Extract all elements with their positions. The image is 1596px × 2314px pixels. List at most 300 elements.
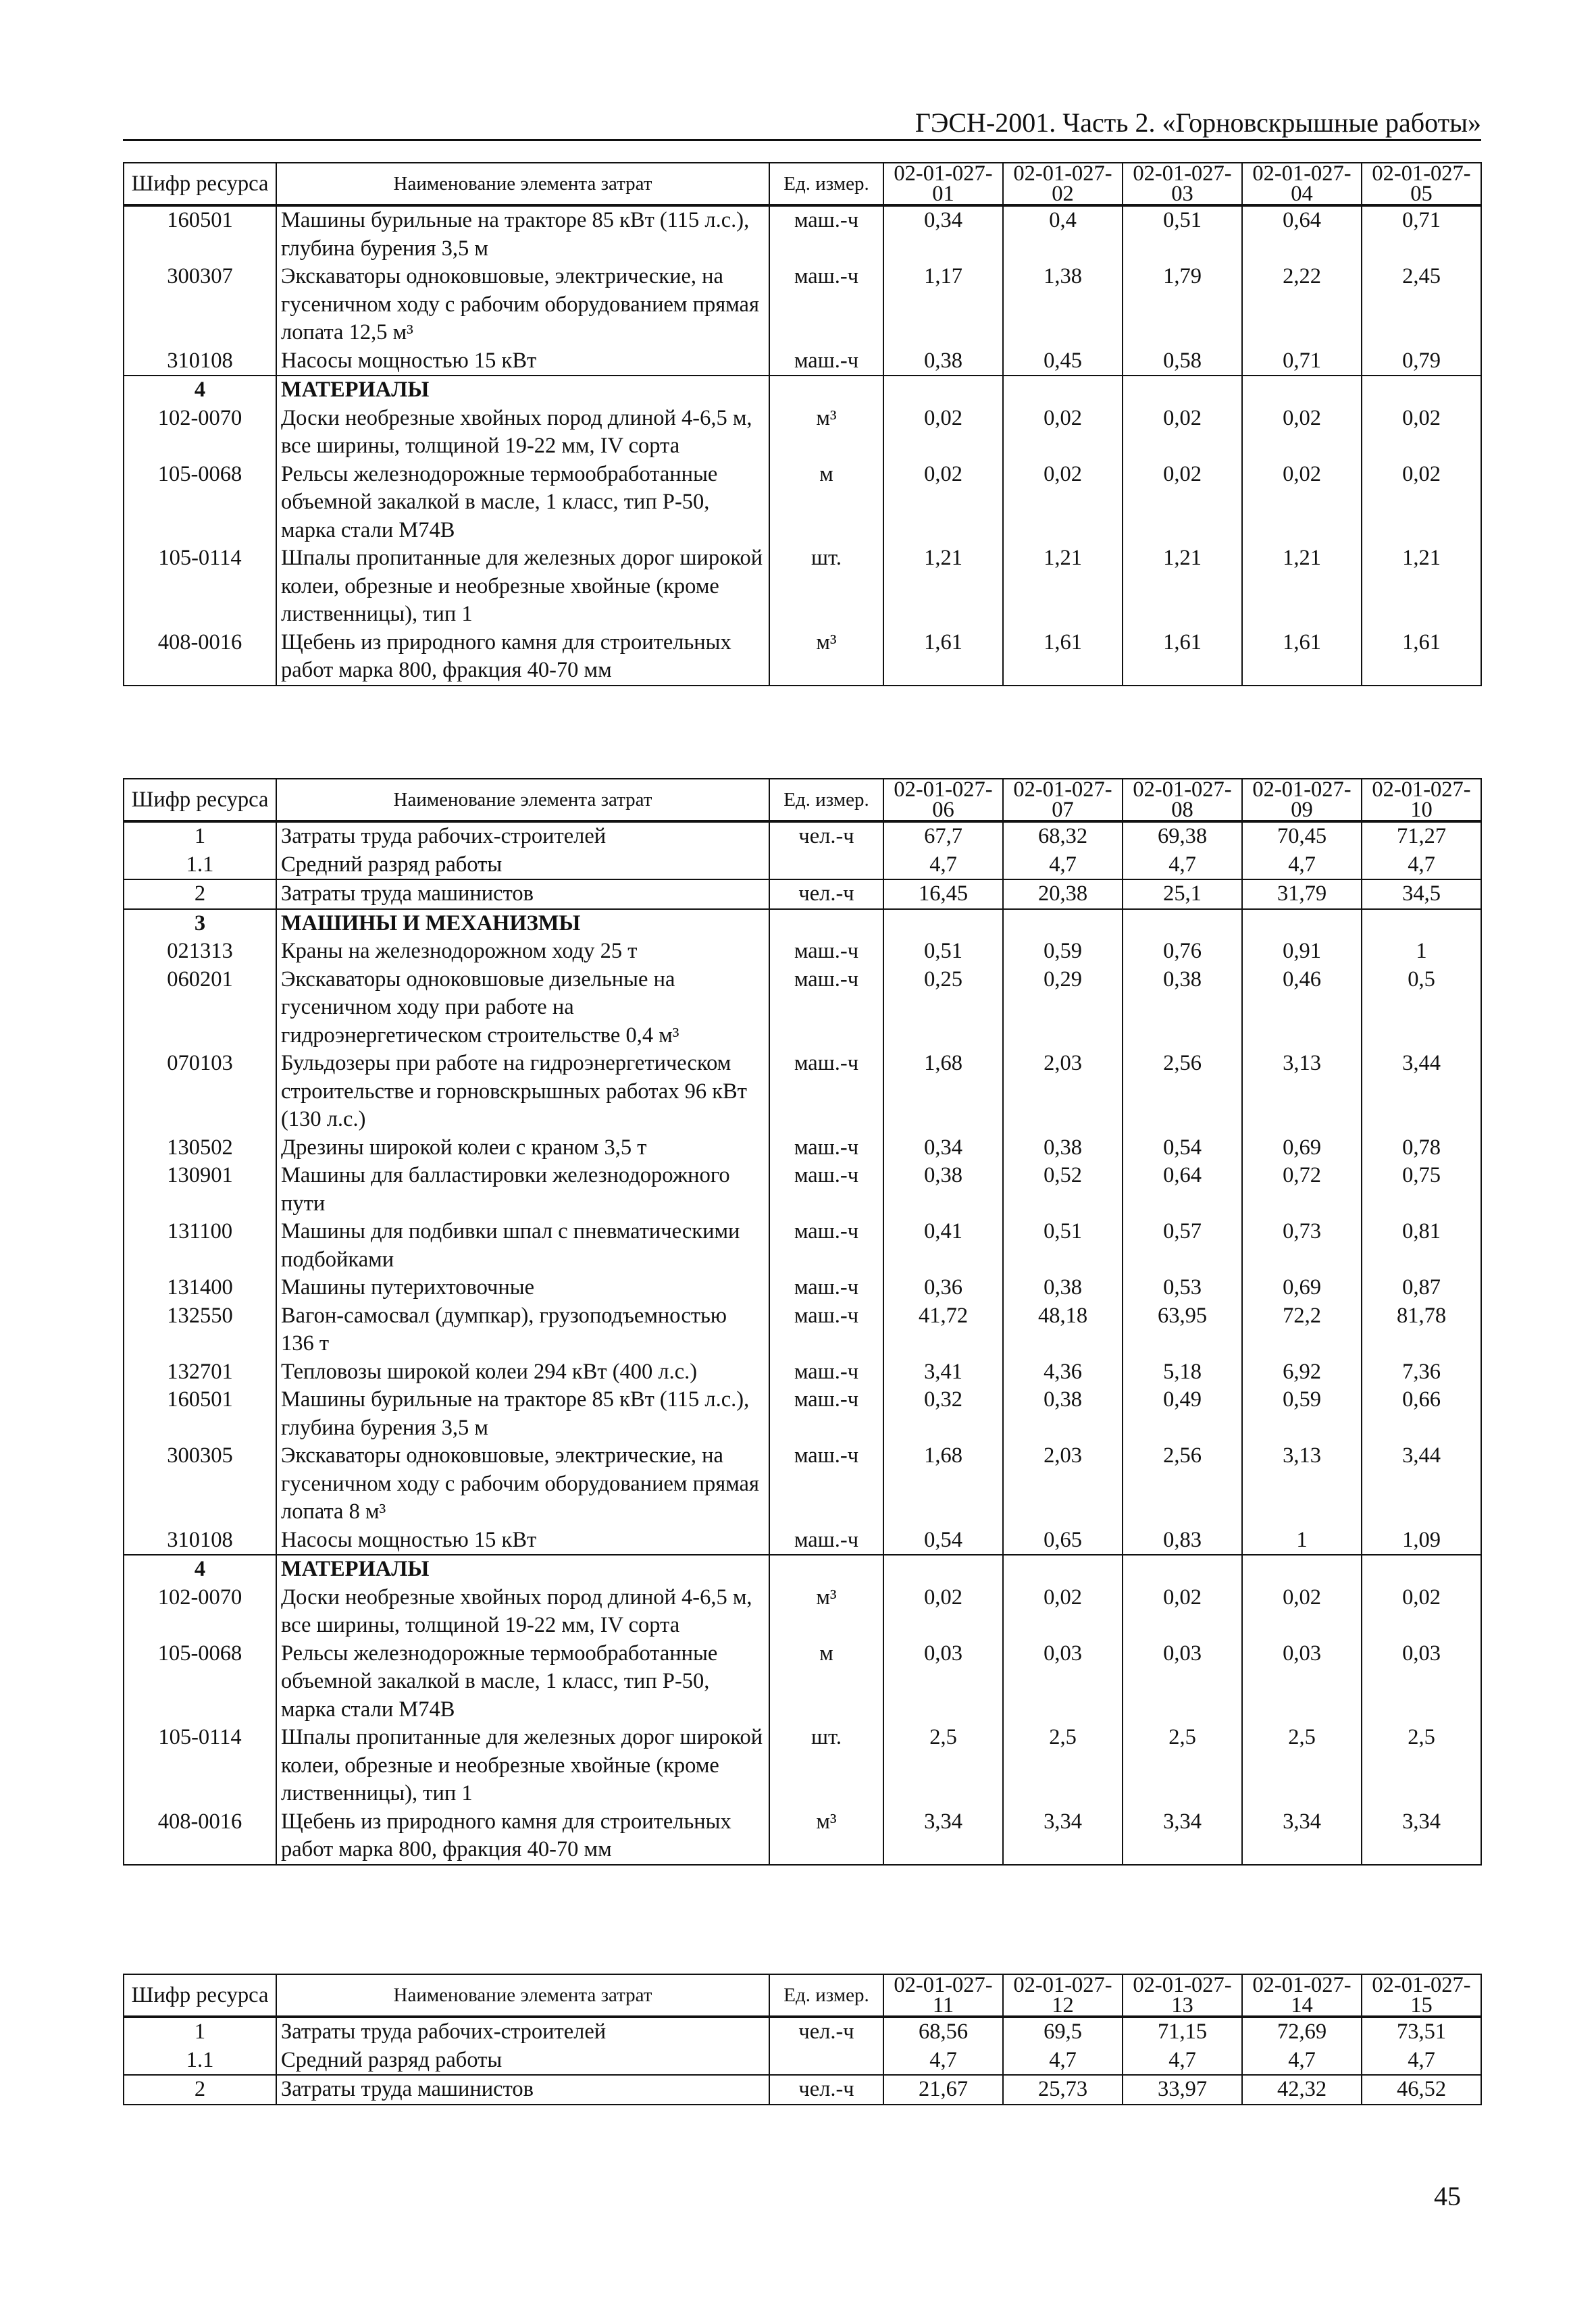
value-cell: 0,32 xyxy=(883,1386,1003,1442)
value-cell xyxy=(1362,909,1481,938)
value-cell: 2,45 xyxy=(1362,263,1481,347)
value-cell: 0,38 xyxy=(883,347,1003,376)
value-cell: 42,32 xyxy=(1242,2075,1362,2105)
table-row xyxy=(124,347,1481,376)
table-header-row xyxy=(124,779,1481,821)
value-cell: 72,2 xyxy=(1242,1302,1362,1358)
value-cell: 0,46 xyxy=(1242,966,1362,1050)
unit-cell: маш.-ч xyxy=(769,1274,883,1302)
resource-name: Краны на железнодорожном ходу 25 т xyxy=(276,937,769,966)
table-row xyxy=(124,909,1481,938)
table-row xyxy=(124,1584,1481,1640)
value-cell xyxy=(883,909,1003,938)
header-norm-code: 02-01-027- 03 xyxy=(1123,163,1242,205)
value-cell: 0,71 xyxy=(1242,347,1362,376)
table-row xyxy=(124,966,1481,1050)
table-row xyxy=(124,1442,1481,1526)
value-cell: 4,7 xyxy=(1242,2047,1362,2076)
value-cell: 3,44 xyxy=(1362,1050,1481,1134)
header-norm-code: 02-01-027- 13 xyxy=(1123,1974,1242,2017)
value-cell xyxy=(1362,1555,1481,1584)
value-cell: 0,64 xyxy=(1242,205,1362,263)
value-cell: 0,41 xyxy=(883,1218,1003,1274)
resource-name: МАТЕРИАЛЫ xyxy=(276,1555,769,1584)
value-cell: 0,87 xyxy=(1362,1274,1481,1302)
value-cell: 0,02 xyxy=(1003,1584,1123,1640)
resource-name: Машины для балластировки железнодорожного пути xyxy=(276,1162,769,1218)
value-cell xyxy=(1242,1555,1362,1584)
resource-name: Машины путерихтовочные xyxy=(276,1274,769,1302)
table-row xyxy=(124,879,1481,909)
unit-cell xyxy=(769,376,883,405)
resource-name: Рельсы железнодорожные термообработанные объемной закалкой в масле, 1 класс, тип Р-50, марка стали М74В xyxy=(276,461,769,545)
resource-code: 021313 xyxy=(124,937,276,966)
value-cell: 4,7 xyxy=(883,851,1003,880)
value-cell: 3,41 xyxy=(883,1358,1003,1387)
value-cell: 46,52 xyxy=(1362,2075,1481,2105)
header-norm-code: 02-01-027- 09 xyxy=(1242,779,1362,821)
resource-name: Дрезины широкой колеи с краном 3,5 т xyxy=(276,1134,769,1162)
table-row xyxy=(124,205,1481,263)
value-cell: 1,21 xyxy=(1362,544,1481,629)
header-unit: Ед. измер. xyxy=(769,779,883,821)
value-cell: 0,38 xyxy=(883,1162,1003,1218)
value-cell: 1,68 xyxy=(883,1442,1003,1526)
value-cell: 0,83 xyxy=(1123,1526,1242,1555)
value-cell: 0,81 xyxy=(1362,1218,1481,1274)
resource-code: 3 xyxy=(124,909,276,938)
value-cell: 3,44 xyxy=(1362,1442,1481,1526)
unit-cell: маш.-ч xyxy=(769,1442,883,1526)
value-cell: 2,03 xyxy=(1003,1050,1123,1134)
table-row xyxy=(124,629,1481,686)
value-cell xyxy=(1003,909,1123,938)
header-code: Шифр ресурса xyxy=(124,163,276,205)
value-cell: 0,03 xyxy=(1362,1640,1481,1724)
value-cell: 0,02 xyxy=(1362,405,1481,461)
table-row xyxy=(124,1274,1481,1302)
resource-name: МАТЕРИАЛЫ xyxy=(276,376,769,405)
value-cell: 0,38 xyxy=(1003,1386,1123,1442)
header-rule xyxy=(123,139,1481,141)
value-cell: 0,78 xyxy=(1362,1134,1481,1162)
value-cell: 0,02 xyxy=(1003,461,1123,545)
value-cell: 0,38 xyxy=(1003,1134,1123,1162)
header-norm-code: 02-01-027- 10 xyxy=(1362,779,1481,821)
table-row xyxy=(124,821,1481,851)
value-cell: 0,76 xyxy=(1123,937,1242,966)
resource-name: Бульдозеры при работе на гидроэнергетическом строительстве и горновскрышных работах 96 кВт (130 л.с.) xyxy=(276,1050,769,1134)
resource-name: Средний разряд работы xyxy=(276,851,769,880)
value-cell: 0,02 xyxy=(1242,405,1362,461)
resource-code: 105-0114 xyxy=(124,1724,276,1808)
resource-code: 130502 xyxy=(124,1134,276,1162)
value-cell: 68,56 xyxy=(883,2017,1003,2047)
resource-code: 130901 xyxy=(124,1162,276,1218)
value-cell: 1,21 xyxy=(1003,544,1123,629)
value-cell: 2,5 xyxy=(1362,1724,1481,1808)
resource-code: 131400 xyxy=(124,1274,276,1302)
unit-cell: чел.-ч xyxy=(769,2017,883,2047)
value-cell: 0,75 xyxy=(1362,1162,1481,1218)
value-cell: 34,5 xyxy=(1362,879,1481,909)
value-cell: 0,36 xyxy=(883,1274,1003,1302)
unit-cell: м³ xyxy=(769,1584,883,1640)
table-row xyxy=(124,851,1481,880)
resource-name: Затраты труда рабочих-строителей xyxy=(276,821,769,851)
resource-code: 4 xyxy=(124,1555,276,1584)
table-row xyxy=(124,1640,1481,1724)
unit-cell: маш.-ч xyxy=(769,1218,883,1274)
value-cell: 1,68 xyxy=(883,1050,1003,1134)
resource-code: 1.1 xyxy=(124,851,276,880)
value-cell: 0,38 xyxy=(1123,966,1242,1050)
table-row xyxy=(124,376,1481,405)
value-cell: 1,61 xyxy=(1242,629,1362,686)
resource-code: 310108 xyxy=(124,1526,276,1555)
page-number: 45 xyxy=(1434,2181,1461,2211)
resource-name: Затраты труда машинистов xyxy=(276,879,769,909)
unit-cell: маш.-ч xyxy=(769,937,883,966)
table-row xyxy=(124,1358,1481,1387)
unit-cell xyxy=(769,909,883,938)
value-cell: 0,02 xyxy=(1123,1584,1242,1640)
value-cell: 6,92 xyxy=(1242,1358,1362,1387)
value-cell: 7,36 xyxy=(1362,1358,1481,1387)
header-name: Наименование элемента затрат xyxy=(276,779,769,821)
value-cell: 3,34 xyxy=(1242,1808,1362,1865)
header-name: Наименование элемента затрат xyxy=(276,163,769,205)
unit-cell: м xyxy=(769,461,883,545)
resource-code: 132701 xyxy=(124,1358,276,1387)
value-cell: 0,54 xyxy=(1123,1134,1242,1162)
table-header-row xyxy=(124,163,1481,205)
unit-cell: шт. xyxy=(769,544,883,629)
header-norm-code: 02-01-027- 12 xyxy=(1003,1974,1123,2017)
value-cell: 71,27 xyxy=(1362,821,1481,851)
value-cell xyxy=(1123,376,1242,405)
value-cell xyxy=(1003,1555,1123,1584)
resource-code: 1 xyxy=(124,2017,276,2047)
header-norm-code: 02-01-027- 08 xyxy=(1123,779,1242,821)
value-cell: 2,5 xyxy=(1003,1724,1123,1808)
resource-name: Машины для подбивки шпал с пневматическими подбойками xyxy=(276,1218,769,1274)
value-cell: 0,34 xyxy=(883,1134,1003,1162)
resource-code: 132550 xyxy=(124,1302,276,1358)
header-norm-code: 02-01-027- 01 xyxy=(883,163,1003,205)
value-cell: 16,45 xyxy=(883,879,1003,909)
resource-code: 102-0070 xyxy=(124,1584,276,1640)
value-cell: 1,09 xyxy=(1362,1526,1481,1555)
unit-cell: маш.-ч xyxy=(769,1050,883,1134)
value-cell: 1,21 xyxy=(1123,544,1242,629)
resource-name: Шпалы пропитанные для железных дорог широкой колеи, обрезные и необрезные хвойные (кроме лиственницы), тип 1 xyxy=(276,1724,769,1808)
value-cell: 0,38 xyxy=(1003,1274,1123,1302)
resource-code: 2 xyxy=(124,879,276,909)
unit-cell: маш.-ч xyxy=(769,1302,883,1358)
resource-name: Шпалы пропитанные для железных дорог широкой колеи, обрезные и необрезные хвойные (кроме лиственницы), тип 1 xyxy=(276,544,769,629)
table-row xyxy=(124,1526,1481,1555)
value-cell: 4,7 xyxy=(1362,851,1481,880)
value-cell: 1,61 xyxy=(1123,629,1242,686)
resource-name: Рельсы железнодорожные термообработанные объемной закалкой в масле, 1 класс, тип Р-50, марка стали М74В xyxy=(276,1640,769,1724)
header-unit: Ед. измер. xyxy=(769,1974,883,2017)
value-cell: 0,45 xyxy=(1003,347,1123,376)
resource-name: Насосы мощностью 15 кВт xyxy=(276,347,769,376)
unit-cell xyxy=(769,851,883,880)
value-cell xyxy=(1123,909,1242,938)
value-cell: 0,03 xyxy=(883,1640,1003,1724)
value-cell xyxy=(883,376,1003,405)
value-cell: 4,7 xyxy=(883,2047,1003,2076)
table-row xyxy=(124,1134,1481,1162)
unit-cell xyxy=(769,1555,883,1584)
value-cell xyxy=(1242,376,1362,405)
value-cell: 0,02 xyxy=(883,405,1003,461)
resource-table xyxy=(123,778,1482,1866)
unit-cell: маш.-ч xyxy=(769,347,883,376)
value-cell: 0,02 xyxy=(1123,405,1242,461)
resource-name: Доски необрезные хвойных пород длиной 4-6,5 м, все ширины, толщиной 19-22 мм, IV сорта xyxy=(276,1584,769,1640)
value-cell: 81,78 xyxy=(1362,1302,1481,1358)
value-cell: 1,61 xyxy=(1362,629,1481,686)
value-cell: 0,69 xyxy=(1242,1274,1362,1302)
resource-code: 408-0016 xyxy=(124,1808,276,1865)
value-cell xyxy=(1242,909,1362,938)
resource-name: Машины бурильные на тракторе 85 кВт (115 л.с.), глубина бурения 3,5 м xyxy=(276,205,769,263)
value-cell: 5,18 xyxy=(1123,1358,1242,1387)
resource-code: 300307 xyxy=(124,263,276,347)
value-cell: 4,7 xyxy=(1362,2047,1481,2076)
value-cell: 67,7 xyxy=(883,821,1003,851)
resource-table xyxy=(123,162,1482,686)
table-row xyxy=(124,1302,1481,1358)
unit-cell: маш.-ч xyxy=(769,1358,883,1387)
resource-name: Щебень из природного камня для строительных работ марка 800, фракция 40-70 мм xyxy=(276,629,769,686)
table-row xyxy=(124,2017,1481,2047)
header-unit: Ед. измер. xyxy=(769,163,883,205)
value-cell: 69,5 xyxy=(1003,2017,1123,2047)
value-cell: 4,7 xyxy=(1242,851,1362,880)
header-name: Наименование элемента затрат xyxy=(276,1974,769,2017)
table-row xyxy=(124,1555,1481,1584)
value-cell: 0,51 xyxy=(883,937,1003,966)
unit-cell: чел.-ч xyxy=(769,821,883,851)
value-cell: 4,7 xyxy=(1003,2047,1123,2076)
table-row xyxy=(124,2075,1481,2105)
resource-name: Машины бурильные на тракторе 85 кВт (115 л.с.), глубина бурения 3,5 м xyxy=(276,1386,769,1442)
value-cell: 0,53 xyxy=(1123,1274,1242,1302)
value-cell: 0,66 xyxy=(1362,1386,1481,1442)
resource-code: 070103 xyxy=(124,1050,276,1134)
header-norm-code: 02-01-027- 02 xyxy=(1003,163,1123,205)
value-cell: 4,7 xyxy=(1123,2047,1242,2076)
value-cell xyxy=(1003,376,1123,405)
unit-cell: м³ xyxy=(769,629,883,686)
value-cell: 0,51 xyxy=(1003,1218,1123,1274)
resource-code: 300305 xyxy=(124,1442,276,1526)
value-cell: 73,51 xyxy=(1362,2017,1481,2047)
resource-name: Экскаваторы одноковшовые, электрические, на гусеничном ходу с рабочим оборудованием прямая лопата 8 м³ xyxy=(276,1442,769,1526)
value-cell: 0,29 xyxy=(1003,966,1123,1050)
table-row xyxy=(124,461,1481,545)
resource-code: 160501 xyxy=(124,205,276,263)
value-cell: 0,69 xyxy=(1242,1134,1362,1162)
resource-code: 1 xyxy=(124,821,276,851)
resource-name: Насосы мощностью 15 кВт xyxy=(276,1526,769,1555)
table-row xyxy=(124,1162,1481,1218)
value-cell: 0,72 xyxy=(1242,1162,1362,1218)
table-row xyxy=(124,1050,1481,1134)
value-cell: 0,02 xyxy=(1362,1584,1481,1640)
resource-code: 1.1 xyxy=(124,2047,276,2076)
unit-cell: маш.-ч xyxy=(769,205,883,263)
value-cell: 0,91 xyxy=(1242,937,1362,966)
value-cell: 41,72 xyxy=(883,1302,1003,1358)
value-cell: 2,5 xyxy=(1123,1724,1242,1808)
resource-code: 131100 xyxy=(124,1218,276,1274)
table-row xyxy=(124,1724,1481,1808)
value-cell: 0,02 xyxy=(883,461,1003,545)
value-cell: 0,25 xyxy=(883,966,1003,1050)
value-cell: 63,95 xyxy=(1123,1302,1242,1358)
value-cell: 1 xyxy=(1242,1526,1362,1555)
resource-name: Экскаваторы одноковшовые дизельные на гусеничном ходу при работе на гидроэнергетическом строительстве 0,4 м³ xyxy=(276,966,769,1050)
resource-table xyxy=(123,1974,1482,2105)
resource-code: 105-0068 xyxy=(124,461,276,545)
header-code: Шифр ресурса xyxy=(124,779,276,821)
value-cell: 3,13 xyxy=(1242,1442,1362,1526)
value-cell: 3,34 xyxy=(883,1808,1003,1865)
resource-name: Экскаваторы одноковшовые, электрические, на гусеничном ходу с рабочим оборудованием прямая лопата 12,5 м³ xyxy=(276,263,769,347)
table-row xyxy=(124,544,1481,629)
value-cell: 3,13 xyxy=(1242,1050,1362,1134)
table-row xyxy=(124,1386,1481,1442)
value-cell: 25,73 xyxy=(1003,2075,1123,2105)
value-cell: 0,57 xyxy=(1123,1218,1242,1274)
table-header-row xyxy=(124,1974,1481,2017)
resource-code: 2 xyxy=(124,2075,276,2105)
value-cell: 33,97 xyxy=(1123,2075,1242,2105)
value-cell: 0,02 xyxy=(1123,461,1242,545)
page-header: ГЭСН-2001. Часть 2. «Горновскрышные работы» xyxy=(915,107,1481,138)
value-cell xyxy=(1362,376,1481,405)
value-cell: 1,38 xyxy=(1003,263,1123,347)
resource-name: Щебень из природного камня для строительных работ марка 800, фракция 40-70 мм xyxy=(276,1808,769,1865)
value-cell: 2,22 xyxy=(1242,263,1362,347)
value-cell: 0,71 xyxy=(1362,205,1481,263)
value-cell: 0,64 xyxy=(1123,1162,1242,1218)
value-cell: 0,59 xyxy=(1242,1386,1362,1442)
resource-code: 105-0114 xyxy=(124,544,276,629)
resource-name: Затраты труда машинистов xyxy=(276,2075,769,2105)
value-cell: 3,34 xyxy=(1362,1808,1481,1865)
value-cell: 0,02 xyxy=(1242,461,1362,545)
value-cell: 1,21 xyxy=(883,544,1003,629)
resource-code: 408-0016 xyxy=(124,629,276,686)
unit-cell: маш.-ч xyxy=(769,966,883,1050)
value-cell: 1,61 xyxy=(883,629,1003,686)
resource-name: МАШИНЫ И МЕХАНИЗМЫ xyxy=(276,909,769,938)
value-cell: 4,7 xyxy=(1003,851,1123,880)
value-cell: 4,7 xyxy=(1123,851,1242,880)
unit-cell: маш.-ч xyxy=(769,1526,883,1555)
value-cell: 71,15 xyxy=(1123,2017,1242,2047)
value-cell: 0,34 xyxy=(883,205,1003,263)
header-norm-code: 02-01-027- 14 xyxy=(1242,1974,1362,2017)
value-cell: 0,4 xyxy=(1003,205,1123,263)
unit-cell: м³ xyxy=(769,1808,883,1865)
unit-cell: м³ xyxy=(769,405,883,461)
header-norm-code: 02-01-027- 07 xyxy=(1003,779,1123,821)
table-row xyxy=(124,1808,1481,1865)
value-cell: 25,1 xyxy=(1123,879,1242,909)
value-cell: 68,32 xyxy=(1003,821,1123,851)
value-cell: 70,45 xyxy=(1242,821,1362,851)
value-cell: 1,17 xyxy=(883,263,1003,347)
value-cell: 1,61 xyxy=(1003,629,1123,686)
unit-cell: маш.-ч xyxy=(769,263,883,347)
table-row xyxy=(124,405,1481,461)
header-norm-code: 02-01-027- 04 xyxy=(1242,163,1362,205)
table-row xyxy=(124,2047,1481,2076)
unit-cell xyxy=(769,2047,883,2076)
header-code: Шифр ресурса xyxy=(124,1974,276,2017)
resource-code: 060201 xyxy=(124,966,276,1050)
header-norm-code: 02-01-027- 11 xyxy=(883,1974,1003,2017)
value-cell: 2,56 xyxy=(1123,1442,1242,1526)
value-cell: 0,54 xyxy=(883,1526,1003,1555)
value-cell: 0,02 xyxy=(1003,405,1123,461)
value-cell xyxy=(1123,1555,1242,1584)
resource-code: 310108 xyxy=(124,347,276,376)
value-cell: 0,02 xyxy=(1242,1584,1362,1640)
value-cell: 3,34 xyxy=(1003,1808,1123,1865)
value-cell: 0,79 xyxy=(1362,347,1481,376)
value-cell: 0,65 xyxy=(1003,1526,1123,1555)
value-cell: 21,67 xyxy=(883,2075,1003,2105)
resource-code: 105-0068 xyxy=(124,1640,276,1724)
value-cell: 0,02 xyxy=(883,1584,1003,1640)
table-row xyxy=(124,263,1481,347)
value-cell: 48,18 xyxy=(1003,1302,1123,1358)
value-cell: 0,51 xyxy=(1123,205,1242,263)
value-cell: 2,03 xyxy=(1003,1442,1123,1526)
resource-name: Тепловозы широкой колеи 294 кВт (400 л.с.) xyxy=(276,1358,769,1387)
value-cell: 0,03 xyxy=(1003,1640,1123,1724)
value-cell: 0,73 xyxy=(1242,1218,1362,1274)
value-cell: 20,38 xyxy=(1003,879,1123,909)
value-cell: 0,58 xyxy=(1123,347,1242,376)
value-cell: 31,79 xyxy=(1242,879,1362,909)
value-cell: 72,69 xyxy=(1242,2017,1362,2047)
value-cell: 0,59 xyxy=(1003,937,1123,966)
value-cell: 0,02 xyxy=(1362,461,1481,545)
resource-name: Средний разряд работы xyxy=(276,2047,769,2076)
header-norm-code: 02-01-027- 15 xyxy=(1362,1974,1481,2017)
unit-cell: чел.-ч xyxy=(769,2075,883,2105)
value-cell xyxy=(883,1555,1003,1584)
table-row xyxy=(124,1218,1481,1274)
table-row xyxy=(124,937,1481,966)
resource-name: Затраты труда рабочих-строителей xyxy=(276,2017,769,2047)
resource-code: 102-0070 xyxy=(124,405,276,461)
value-cell: 69,38 xyxy=(1123,821,1242,851)
unit-cell: шт. xyxy=(769,1724,883,1808)
unit-cell: маш.-ч xyxy=(769,1162,883,1218)
value-cell: 0,03 xyxy=(1123,1640,1242,1724)
value-cell: 2,56 xyxy=(1123,1050,1242,1134)
